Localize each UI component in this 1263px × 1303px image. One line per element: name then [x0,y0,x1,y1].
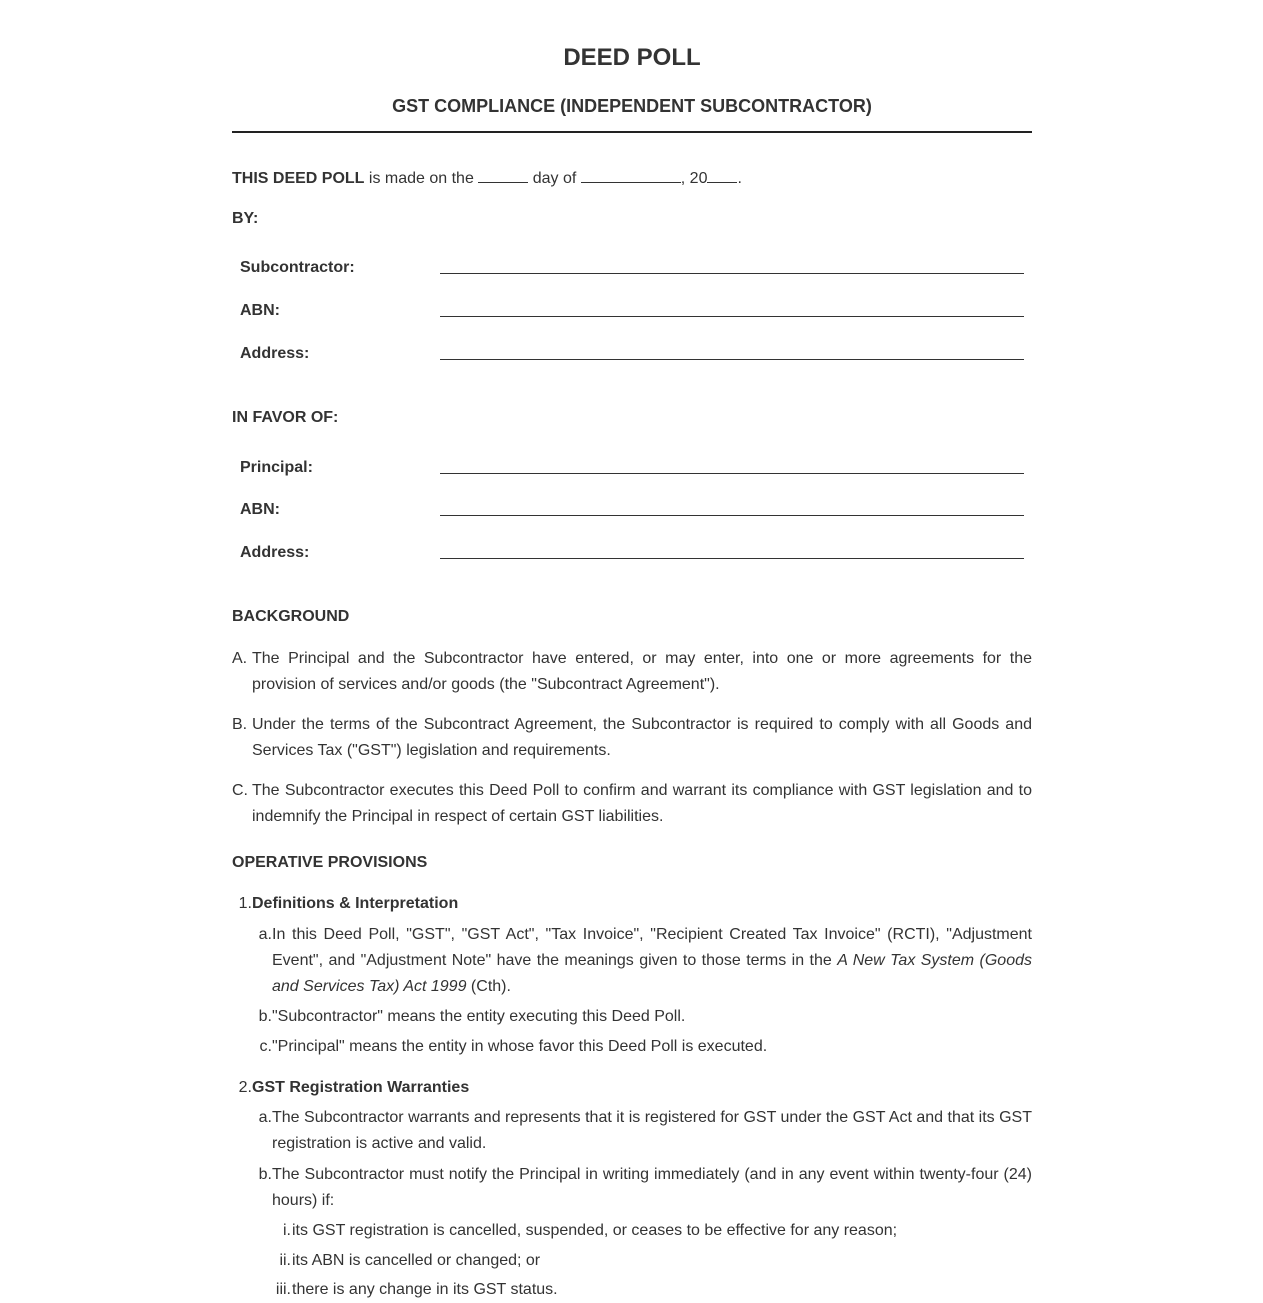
clause-2a [252,1105,1032,1157]
clause-1-marker: 1. [238,895,252,912]
clause-1a-act-name: A New Tax System (Goods and Services Tax) Act 1999 [272,952,1032,995]
clause-1-heading [232,891,458,917]
by-heading: BY: [232,210,259,227]
subcontractor-abn-line[interactable] [440,316,1024,317]
clause-2b-marker: b. [258,1166,272,1183]
principal-address-line[interactable] [440,558,1024,559]
clause-2b-i-text: its GST registration is cancelled, suspended, or ceases to be effective for any reason; [292,1222,898,1239]
clause-2b-ii-marker: ii. [279,1252,291,1269]
background-marker-b: B. [232,716,248,733]
month-blank[interactable] [581,168,681,183]
principal-label: Principal: [240,459,313,476]
clause-2b-ii [272,1248,1032,1274]
clause-2b-i [272,1218,1032,1244]
clause-2a-text: The Subcontractor warrants and represents that it is registered for GST under the GST Act and that its GST registration is active and valid. [272,1109,1032,1152]
clause-1a [252,922,1032,1000]
title-divider [232,131,1032,133]
clause-2-marker: 2. [238,1079,252,1096]
principal-abn-line[interactable] [440,515,1024,516]
background-marker-c: C. [232,782,248,799]
background-text-b: Under the terms of the Subcontract Agreement, the Subcontractor is required to comply with all Goods and Services Tax ("GST") legislation and requirements. [252,716,1032,759]
clause-2b-iii-text: there is any change in its GST status. [292,1281,558,1298]
clause-2b [252,1162,1032,1214]
clause-2b-iii [272,1277,1032,1303]
year-blank[interactable] [707,168,737,183]
clause-2-heading [232,1075,469,1101]
clause-2b-text: The Subcontractor must notify the Principal in writing immediately (and in any event within twenty-four (24) hours) if: [272,1166,1032,1209]
document-title: DEED POLL [563,44,701,71]
clause-1a-text-before: In this Deed Poll, "GST", "GST Act", "Tax Invoice", "Recipient Created Tax Invoice" (RCTI), "Adjustment Event", and "Adjustment Note" have the meanings given to those terms in the [272,926,1032,969]
made-on-lead: THIS DEED POLL [232,170,365,187]
principal-abn-label: ABN: [240,501,280,518]
clause-1b-text: "Subcontractor" means the entity executing this Deed Poll. [272,1008,686,1025]
subcontractor-abn-label: ABN: [240,302,280,319]
made-on-end: . [737,170,742,187]
background-text-a: The Principal and the Subcontractor have entered, or may enter, into one or more agreements for the provision of services and/or goods (the "Subcontract Agreement"). [252,650,1032,693]
subcontractor-label: Subcontractor: [240,259,355,276]
background-text-c: The Subcontractor executes this Deed Poll to confirm and warrant its compliance with GST legislation and to indemnify the Principal in respect of certain GST liabilities. [252,782,1032,825]
background-item-a [232,646,1032,698]
operative-provisions-heading: OPERATIVE PROVISIONS [232,854,428,871]
day-of-text: day of [528,170,581,187]
clause-2b-ii-text: its ABN is cancelled or changed; or [292,1252,541,1269]
clause-1a-text-after: (Cth). [466,978,511,995]
principal-address-label: Address: [240,544,310,561]
in-favor-of-heading: IN FAVOR OF: [232,409,339,426]
year-prefix-text: , 20 [680,170,708,187]
subcontractor-line[interactable] [440,273,1024,274]
clause-2-title: GST Registration Warranties [252,1079,470,1096]
clause-1c [252,1034,1032,1060]
day-blank[interactable] [478,168,528,183]
clause-1-title: Definitions & Interpretation [252,895,459,912]
clause-1a-text [272,922,1032,1000]
background-item-c [232,778,1032,830]
subcontractor-address-label: Address: [240,345,310,362]
principal-line[interactable] [440,473,1024,474]
clause-1a-marker: a. [258,926,272,943]
clause-1b [252,1004,1032,1030]
clause-2b-i-marker: i. [283,1222,291,1239]
clause-1c-text: "Principal" means the entity in whose favor this Deed Poll is executed. [272,1038,768,1055]
made-on-line [232,168,742,188]
clause-1c-marker: c. [259,1038,272,1055]
clause-2b-iii-marker: iii. [275,1281,291,1298]
clause-1b-marker: b. [258,1008,272,1025]
background-item-b [232,712,1032,764]
document-subtitle: GST COMPLIANCE (INDEPENDENT SUBCONTRACTOR) [392,96,872,116]
subcontractor-address-line[interactable] [440,359,1024,360]
background-heading: BACKGROUND [232,608,350,625]
background-marker-a: A. [232,650,248,667]
made-on-text: is made on the [364,170,479,187]
clause-2a-marker: a. [258,1109,272,1126]
